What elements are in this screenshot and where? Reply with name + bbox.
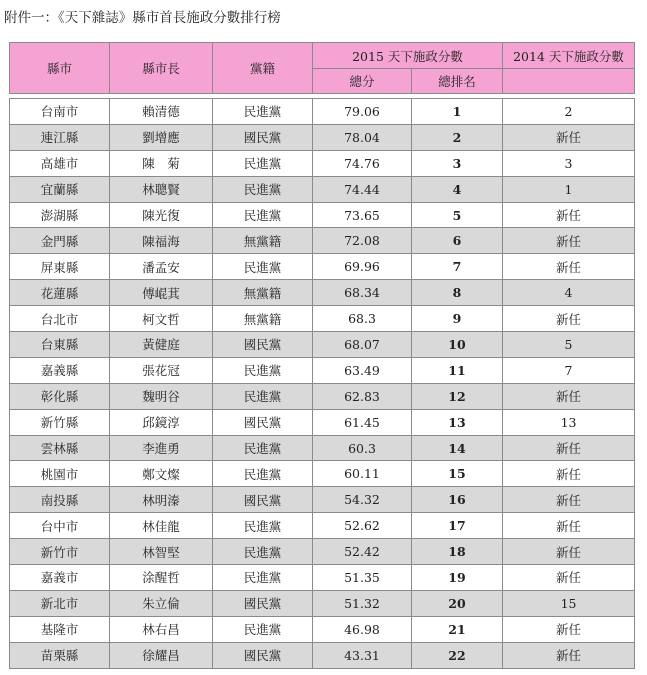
cell-party: 民進黨 <box>213 435 313 461</box>
cell-party: 無黨籍 <box>213 306 313 332</box>
cell-overall-rank: 21 <box>412 616 503 642</box>
cell-county: 南投縣 <box>10 487 110 513</box>
cell-party: 民進黨 <box>213 254 313 280</box>
cell-party: 民進黨 <box>213 565 313 591</box>
cell-party: 國民黨 <box>213 409 313 435</box>
cell-total-score: 74.44 <box>313 176 412 202</box>
cell-2014-score: 新任 <box>503 202 635 228</box>
cell-county: 新竹縣 <box>10 409 110 435</box>
cell-2014-score: 新任 <box>503 254 635 280</box>
table-header <box>10 43 635 99</box>
cell-overall-rank: 8 <box>412 280 503 306</box>
cell-county: 連江縣 <box>10 124 110 150</box>
cell-mayor: 潘孟安 <box>110 254 213 280</box>
cell-county: 雲林縣 <box>10 435 110 461</box>
cell-party: 民進黨 <box>213 513 313 539</box>
cell-2014-score: 新任 <box>503 383 635 409</box>
cell-mayor: 陳光復 <box>110 202 213 228</box>
cell-party: 國民黨 <box>213 590 313 616</box>
cell-mayor: 徐耀昌 <box>110 642 213 668</box>
table-row <box>10 254 635 280</box>
cell-overall-rank: 18 <box>412 539 503 565</box>
cell-total-score: 60.11 <box>313 461 412 487</box>
cell-overall-rank: 1 <box>412 99 503 125</box>
cell-2014-score: 5 <box>503 332 635 358</box>
cell-overall-rank: 11 <box>412 357 503 383</box>
cell-total-score: 51.32 <box>313 590 412 616</box>
cell-party: 無黨籍 <box>213 280 313 306</box>
cell-2014-score: 4 <box>503 280 635 306</box>
header-2014-empty <box>503 69 635 94</box>
table-row <box>10 461 635 487</box>
cell-2014-score: 新任 <box>503 487 635 513</box>
cell-mayor: 邱鏡淳 <box>110 409 213 435</box>
cell-total-score: 79.06 <box>313 99 412 125</box>
cell-total-score: 51.35 <box>313 565 412 591</box>
cell-total-score: 62.83 <box>313 383 412 409</box>
cell-2014-score: 新任 <box>503 306 635 332</box>
header-mayor: 縣市長 <box>110 43 213 94</box>
cell-overall-rank: 10 <box>412 332 503 358</box>
cell-mayor: 賴清德 <box>110 99 213 125</box>
cell-mayor: 魏明谷 <box>110 383 213 409</box>
cell-mayor: 林右昌 <box>110 616 213 642</box>
cell-county: 嘉義市 <box>10 565 110 591</box>
cell-mayor: 柯文哲 <box>110 306 213 332</box>
table-row <box>10 435 635 461</box>
table-row <box>10 357 635 383</box>
cell-party: 民進黨 <box>213 357 313 383</box>
cell-county: 新竹市 <box>10 539 110 565</box>
cell-party: 民進黨 <box>213 539 313 565</box>
cell-2014-score: 13 <box>503 409 635 435</box>
cell-county: 台中市 <box>10 513 110 539</box>
cell-2014-score: 2 <box>503 99 635 125</box>
cell-party: 民進黨 <box>213 202 313 228</box>
cell-party: 國民黨 <box>213 124 313 150</box>
table-row <box>10 150 635 176</box>
cell-county: 金門縣 <box>10 228 110 254</box>
cell-total-score: 63.49 <box>313 357 412 383</box>
cell-overall-rank: 6 <box>412 228 503 254</box>
cell-county: 基隆市 <box>10 616 110 642</box>
cell-total-score: 54.32 <box>313 487 412 513</box>
table-body <box>10 99 635 669</box>
cell-party: 民進黨 <box>213 461 313 487</box>
cell-mayor: 林聰賢 <box>110 176 213 202</box>
table-row <box>10 616 635 642</box>
table-row <box>10 228 635 254</box>
cell-overall-rank: 13 <box>412 409 503 435</box>
cell-2014-score: 3 <box>503 150 635 176</box>
cell-county: 台東縣 <box>10 332 110 358</box>
cell-county: 高雄市 <box>10 150 110 176</box>
table-row <box>10 565 635 591</box>
cell-2014-score: 新任 <box>503 539 635 565</box>
cell-total-score: 68.3 <box>313 306 412 332</box>
ranking-table <box>9 42 635 669</box>
cell-mayor: 林智堅 <box>110 539 213 565</box>
cell-mayor: 傅崐萁 <box>110 280 213 306</box>
cell-mayor: 林佳龍 <box>110 513 213 539</box>
cell-total-score: 52.62 <box>313 513 412 539</box>
cell-total-score: 46.98 <box>313 616 412 642</box>
cell-overall-rank: 9 <box>412 306 503 332</box>
cell-total-score: 43.31 <box>313 642 412 668</box>
cell-overall-rank: 3 <box>412 150 503 176</box>
cell-county: 嘉義縣 <box>10 357 110 383</box>
cell-total-score: 52.42 <box>313 539 412 565</box>
header-2015-group: 2015 天下施政分數 <box>313 43 503 69</box>
cell-mayor: 林明溱 <box>110 487 213 513</box>
cell-party: 民進黨 <box>213 616 313 642</box>
table-row <box>10 176 635 202</box>
table-row <box>10 202 635 228</box>
table-row <box>10 306 635 332</box>
header-county: 縣市 <box>10 43 110 94</box>
cell-2014-score: 新任 <box>503 435 635 461</box>
cell-county: 宜蘭縣 <box>10 176 110 202</box>
cell-2014-score: 新任 <box>503 124 635 150</box>
header-total-score: 總分 <box>313 69 412 94</box>
cell-overall-rank: 15 <box>412 461 503 487</box>
cell-total-score: 68.34 <box>313 280 412 306</box>
cell-party: 國民黨 <box>213 642 313 668</box>
cell-county: 桃園市 <box>10 461 110 487</box>
cell-mayor: 張花冠 <box>110 357 213 383</box>
table-row <box>10 487 635 513</box>
cell-2014-score: 新任 <box>503 565 635 591</box>
cell-overall-rank: 5 <box>412 202 503 228</box>
table-row <box>10 383 635 409</box>
table-row <box>10 332 635 358</box>
cell-county: 台北市 <box>10 306 110 332</box>
table-row <box>10 280 635 306</box>
header-overall-rank: 總排名 <box>412 69 503 94</box>
cell-county: 台南市 <box>10 99 110 125</box>
cell-overall-rank: 12 <box>412 383 503 409</box>
table-row <box>10 124 635 150</box>
cell-mayor: 劉增應 <box>110 124 213 150</box>
cell-mayor: 鄭文燦 <box>110 461 213 487</box>
cell-total-score: 60.3 <box>313 435 412 461</box>
header-party: 黨籍 <box>213 43 313 94</box>
cell-2014-score: 新任 <box>503 513 635 539</box>
table-row <box>10 409 635 435</box>
cell-overall-rank: 19 <box>412 565 503 591</box>
cell-total-score: 72.08 <box>313 228 412 254</box>
cell-mayor: 陳 菊 <box>110 150 213 176</box>
cell-overall-rank: 20 <box>412 590 503 616</box>
cell-county: 彰化縣 <box>10 383 110 409</box>
cell-overall-rank: 17 <box>412 513 503 539</box>
cell-party: 民進黨 <box>213 383 313 409</box>
cell-county: 新北市 <box>10 590 110 616</box>
cell-overall-rank: 22 <box>412 642 503 668</box>
cell-mayor: 黃健庭 <box>110 332 213 358</box>
cell-county: 屏東縣 <box>10 254 110 280</box>
cell-mayor: 涂醒哲 <box>110 565 213 591</box>
table-row <box>10 99 635 125</box>
cell-overall-rank: 2 <box>412 124 503 150</box>
cell-party: 民進黨 <box>213 150 313 176</box>
cell-overall-rank: 14 <box>412 435 503 461</box>
table-row <box>10 539 635 565</box>
cell-2014-score: 7 <box>503 357 635 383</box>
cell-overall-rank: 7 <box>412 254 503 280</box>
document-title: 附件一：《天下雜誌》縣市首長施政分數排行榜 <box>4 10 281 26</box>
cell-overall-rank: 4 <box>412 176 503 202</box>
cell-party: 國民黨 <box>213 332 313 358</box>
cell-2014-score: 新任 <box>503 616 635 642</box>
table-row <box>10 642 635 668</box>
cell-mayor: 李進勇 <box>110 435 213 461</box>
cell-2014-score: 新任 <box>503 642 635 668</box>
cell-county: 花蓮縣 <box>10 280 110 306</box>
cell-mayor: 陳福海 <box>110 228 213 254</box>
cell-total-score: 68.07 <box>313 332 412 358</box>
cell-2014-score: 1 <box>503 176 635 202</box>
cell-total-score: 78.04 <box>313 124 412 150</box>
cell-2014-score: 15 <box>503 590 635 616</box>
cell-2014-score: 新任 <box>503 228 635 254</box>
cell-county: 澎湖縣 <box>10 202 110 228</box>
cell-party: 國民黨 <box>213 487 313 513</box>
table-row <box>10 513 635 539</box>
cell-2014-score: 新任 <box>503 461 635 487</box>
cell-party: 民進黨 <box>213 176 313 202</box>
cell-total-score: 69.96 <box>313 254 412 280</box>
cell-total-score: 61.45 <box>313 409 412 435</box>
cell-party: 無黨籍 <box>213 228 313 254</box>
cell-county: 苗栗縣 <box>10 642 110 668</box>
table-row <box>10 590 635 616</box>
header-2014-group: 2014 天下施政分數 <box>503 43 635 69</box>
cell-total-score: 73.65 <box>313 202 412 228</box>
cell-total-score: 74.76 <box>313 150 412 176</box>
cell-party: 民進黨 <box>213 99 313 125</box>
cell-mayor: 朱立倫 <box>110 590 213 616</box>
cell-overall-rank: 16 <box>412 487 503 513</box>
